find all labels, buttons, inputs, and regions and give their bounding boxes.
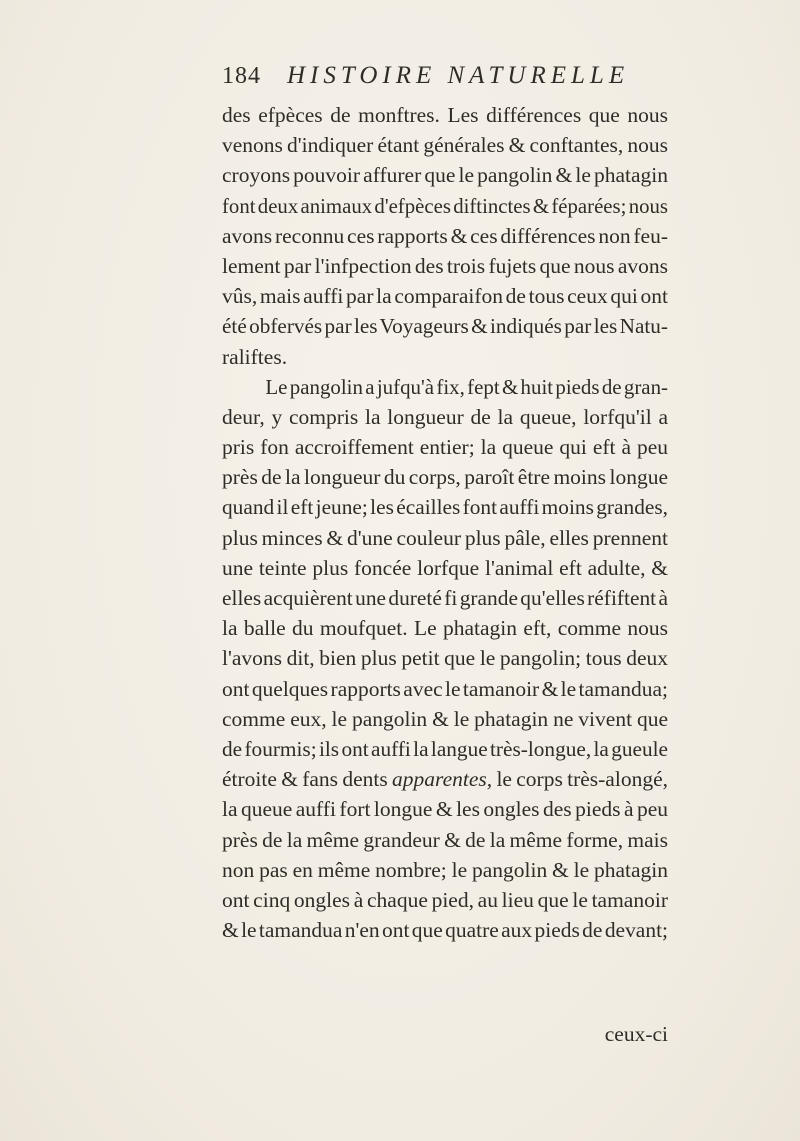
text-segment: étroite & fans dents <box>222 767 388 792</box>
text-line: la balle du moufquet. Le phatagin eft, comme nous <box>222 616 668 641</box>
text-line: la queue auffi fort longue & les ongles des pieds à peu <box>222 797 668 822</box>
text-line: ont cinq ongles à chaque pied, au lieu que le tamanoir <box>222 887 668 912</box>
italic-word: apparentes, <box>392 767 493 792</box>
text-segment: le corps très-alongé, <box>496 767 668 792</box>
text-line-with-italic <box>222 764 668 794</box>
text-line: elles acquièrent une dureté fi grande qu'elles réfiftent à <box>222 586 668 610</box>
text-line: raliftes. <box>222 344 288 369</box>
text-line: deur, y compris la longueur de la queue, lorfqu'il a <box>222 404 668 429</box>
text-line: de fourmis; ils ont auffi la langue très-longue, la gueule <box>222 736 668 761</box>
text-line: été obfervés par les Voyageurs & indiqués par les Natu- <box>222 314 668 339</box>
paragraph-start-line: Le pangolin a jufqu'à fix, fept & huit pieds de gran- <box>265 374 668 399</box>
text-line: une teinte plus foncée lorfque l'animal eft adulte, & <box>222 555 668 580</box>
running-title: HISTOIRE NATURELLE <box>287 62 630 89</box>
text-line: pris fon accroiffement entier; la queue qui eft à peu <box>222 435 668 460</box>
text-line: près de la longueur du corps, paroît être moins longue <box>222 465 668 490</box>
text-line: l'avons dit, bien plus petit que le pangolin; tous deux <box>222 646 668 671</box>
text-line: vûs, mais auffi par la comparaifon de tous ceux qui ont <box>222 284 668 309</box>
page-header <box>222 62 672 98</box>
page-number: 184 <box>222 63 261 89</box>
catchword: ceux-ci <box>604 1022 668 1046</box>
text-line: des efpèces de monftres. Les différences que nous <box>222 103 668 127</box>
text-line: & le tamandua n'en ont que quatre aux pieds de devant; <box>222 918 668 943</box>
text-line: croyons pouvoir affurer que le pangolin & le phatagin <box>222 163 668 188</box>
text-line: près de la même grandeur & de la même forme, mais <box>222 827 668 852</box>
text-line: non pas en même nombre; le pangolin & le phatagin <box>222 857 668 882</box>
text-line: ont quelques rapports avec le tamanoir & le tamandua; <box>222 676 668 701</box>
text-line: avons reconnu ces rapports & ces différences non feu- <box>222 223 668 248</box>
text-line: plus minces & d'une couleur plus pâle, elles prennent <box>222 525 668 550</box>
body-text <box>222 100 668 945</box>
text-line: font deux animaux d'efpèces diftinctes & féparées; nous <box>222 193 668 218</box>
text-line: quand il eft jeune; les écailles font auffi moins grandes, <box>222 495 668 520</box>
text-line: venons d'indiquer étant générales & conftantes, nous <box>222 133 668 158</box>
text-line: comme eux, le pangolin & le phatagin ne vivent que <box>222 706 668 731</box>
text-line: lement par l'infpection des trois fujets que nous avons <box>222 253 668 278</box>
